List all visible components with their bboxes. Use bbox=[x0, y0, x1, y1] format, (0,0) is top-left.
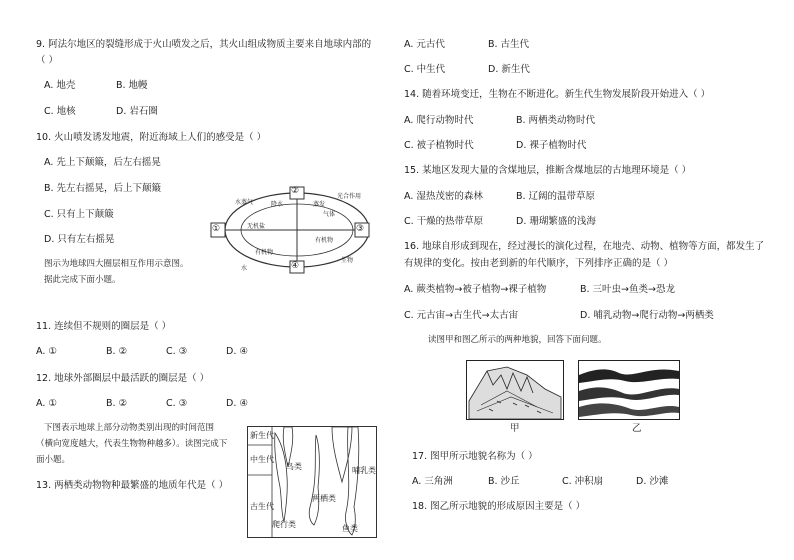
landform-caption: 读图甲和图乙所示的两种地貌，回答下面问题。 bbox=[428, 335, 607, 345]
q9-option-b[interactable]: B. 地幔 bbox=[116, 80, 148, 91]
q15-option-c[interactable]: C. 干燥的热带草原 bbox=[404, 216, 484, 227]
q10-option-a[interactable]: A. 先上下颠簸，后左右摇晃 bbox=[44, 157, 161, 168]
q15-option-b[interactable]: B. 辽阔的温带草原 bbox=[516, 191, 596, 202]
q10-option-b[interactable]: B. 先左右摇晃，后上下颠簸 bbox=[44, 183, 162, 194]
q17-option-d[interactable]: D. 沙滩 bbox=[636, 476, 669, 487]
q9-option-c[interactable]: C. 地核 bbox=[44, 106, 76, 117]
group-label-fish: 鱼类 bbox=[342, 524, 358, 533]
q12-option-a[interactable]: A. ① bbox=[36, 398, 57, 409]
q18-stem: 18. 图乙所示地貌的形成原因主要是（ ） bbox=[412, 501, 586, 512]
q15-stem: 15. 某地区发现大量的含煤地层，推断含煤地层的古地理环境是（ ） bbox=[404, 165, 692, 176]
q12-option-d[interactable]: D. ④ bbox=[226, 398, 248, 409]
q16-option-a[interactable]: A. 蕨类植物→被子植物→裸子植物 bbox=[404, 284, 547, 295]
q15-option-d[interactable]: D. 珊瑚繁盛的浅海 bbox=[516, 216, 596, 227]
cycle-caption-2: 据此完成下面小题。 bbox=[44, 275, 121, 285]
q11-option-c[interactable]: C. ③ bbox=[166, 346, 188, 357]
arrow-label-organic: 有机物 bbox=[315, 237, 334, 244]
sphere-label-3: ③ bbox=[356, 224, 365, 234]
q10-option-c[interactable]: C. 只有上下颠簸 bbox=[44, 209, 114, 220]
arrow-label-vapor: 水蒸气 bbox=[235, 199, 254, 206]
era-label-paleozoic: 古生代 bbox=[250, 502, 274, 511]
fossil-intro-3: 面小题。 bbox=[36, 455, 71, 465]
alluvial-fan-sketch bbox=[467, 361, 563, 419]
group-label-mammals: 哺乳类 bbox=[352, 466, 376, 475]
group-label-reptiles: 爬行类 bbox=[272, 520, 296, 529]
q13-stem: 13. 两栖类动物物种最繁盛的地质年代是（ ） bbox=[36, 480, 229, 491]
q16-option-b[interactable]: B. 三叶虫→鱼类→恐龙 bbox=[580, 284, 675, 295]
q12-option-b[interactable]: B. ② bbox=[106, 398, 128, 409]
group-label-birds: 鸟类 bbox=[286, 462, 302, 471]
q10-stem: 10. 火山喷发诱发地震，附近海域上人们的感受是（ ） bbox=[36, 132, 267, 143]
q17-option-a[interactable]: A. 三角洲 bbox=[412, 476, 453, 487]
landform-label-a: 甲 bbox=[510, 423, 520, 434]
q9-stem: 9. 阿法尔地区的裂缝形成于火山喷发之后，其火山组成物质主要来自地球内部的 bbox=[36, 39, 372, 50]
q10-option-d[interactable]: D. 只有左右摇晃 bbox=[44, 234, 115, 245]
q16-option-c[interactable]: C. 元古宙→古生代→太古宙 bbox=[404, 310, 519, 321]
q12-option-c[interactable]: C. ③ bbox=[166, 398, 188, 409]
sphere-cycle-diagram bbox=[205, 185, 390, 275]
group-label-amphibians: 两栖类 bbox=[312, 494, 336, 503]
q11-option-d[interactable]: D. ④ bbox=[226, 346, 248, 357]
q13-option-a[interactable]: A. 元古代 bbox=[404, 39, 445, 50]
arrow-label-water: 水 bbox=[241, 265, 248, 272]
q9-option-a[interactable]: A. 地壳 bbox=[44, 80, 76, 91]
landform-label-b: 乙 bbox=[632, 423, 642, 434]
arrow-label-photo: 光合作用 bbox=[337, 193, 362, 200]
q16-stem-line1: 16. 地球自形成到现在，经过漫长的演化过程，在地壳、动物、植物等方面，都发生了 bbox=[404, 241, 765, 252]
q13-option-b[interactable]: B. 古生代 bbox=[488, 39, 530, 50]
arrow-label-precip: 降水 bbox=[271, 201, 284, 208]
arrow-label-evap: 蒸发 bbox=[313, 201, 326, 208]
q14-option-b[interactable]: B. 两栖类动物时代 bbox=[516, 115, 596, 126]
era-label-mesozoic: 中生代 bbox=[250, 455, 274, 464]
landform-image-b bbox=[578, 360, 680, 420]
sand-dune-sketch bbox=[579, 361, 679, 419]
q16-option-d[interactable]: D. 哺乳动物→爬行动物→两栖类 bbox=[580, 310, 714, 321]
sphere-label-1: ① bbox=[212, 224, 221, 234]
fossil-range-shapes bbox=[248, 427, 376, 537]
q14-option-c[interactable]: C. 被子植物时代 bbox=[404, 140, 474, 151]
q11-stem: 11. 连续但不规则的圈层是（ ） bbox=[36, 321, 172, 332]
fossil-intro-2: （横向宽度越大，代表生物物种越多）。读图完成下 bbox=[36, 439, 228, 449]
arrow-label-organic-2: 有机物 bbox=[255, 249, 274, 256]
landform-image-a bbox=[466, 360, 564, 420]
q17-stem: 17. 图甲所示地貌名称为（ ） bbox=[412, 451, 538, 462]
q15-option-a[interactable]: A. 湿热茂密的森林 bbox=[404, 191, 483, 202]
fossil-range-diagram bbox=[247, 426, 377, 538]
q17-option-b[interactable]: B. 沙丘 bbox=[488, 476, 520, 487]
q14-option-d[interactable]: D. 裸子植物时代 bbox=[516, 140, 587, 151]
era-label-cenozoic: 新生代 bbox=[250, 431, 274, 440]
q11-option-b[interactable]: B. ② bbox=[106, 346, 128, 357]
arrow-label-gas: 气体 bbox=[323, 211, 336, 218]
q9-option-d[interactable]: D. 岩石圈 bbox=[116, 106, 158, 117]
q12-stem: 12. 地球外部圈层中最活跃的圈层是（ ） bbox=[36, 373, 210, 384]
q11-option-a[interactable]: A. ① bbox=[36, 346, 57, 357]
q9-blank: （ ） bbox=[36, 55, 59, 66]
q14-stem: 14. 随着环境变迁，生物在不断进化。新生代生物发展阶段开始进入（ ） bbox=[404, 89, 711, 100]
sphere-label-2: ② bbox=[291, 186, 300, 196]
fossil-intro-1: 下图表示地球上部分动物类别出现的时间范围 bbox=[44, 423, 215, 433]
q14-option-a[interactable]: A. 爬行动物时代 bbox=[404, 115, 474, 126]
cycle-caption-1: 图示为地球四大圈层相互作用示意图。 bbox=[44, 259, 189, 269]
q16-stem-line2: 有规律的变化。按由老到新的年代顺序，下列排序正确的是（ ） bbox=[404, 258, 674, 269]
sphere-label-4: ④ bbox=[291, 261, 300, 271]
q13-option-d[interactable]: D. 新生代 bbox=[488, 64, 530, 75]
q13-option-c[interactable]: C. 中生代 bbox=[404, 64, 446, 75]
q17-option-c[interactable]: C. 冲积扇 bbox=[562, 476, 604, 487]
arrow-label-salt: 无机盐 bbox=[247, 223, 266, 230]
arrow-label-bio: 生物 bbox=[341, 257, 354, 264]
